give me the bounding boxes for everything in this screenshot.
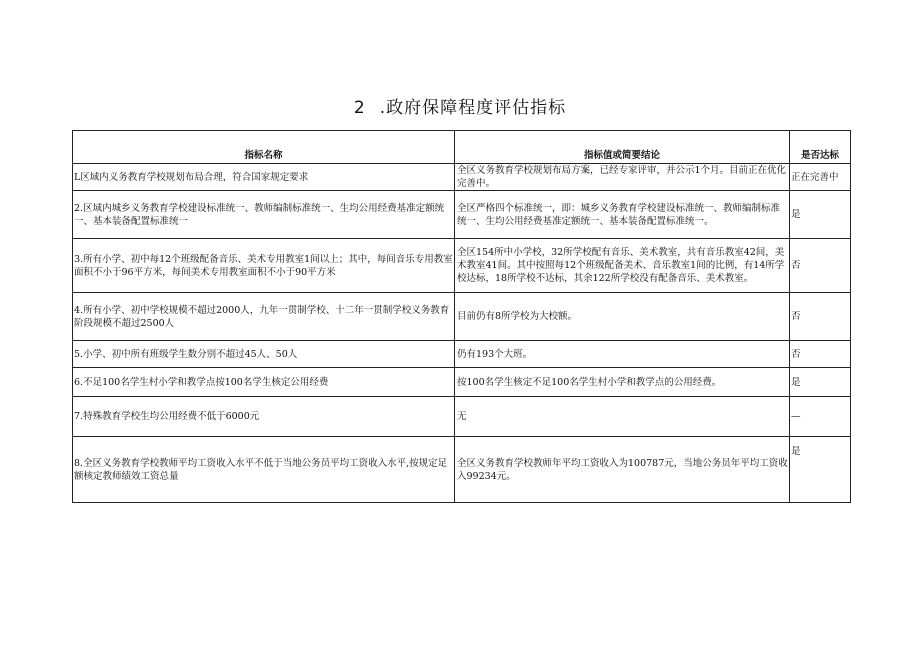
- row-7-status: —: [790, 397, 851, 437]
- table-row: [73, 293, 851, 341]
- row-4-value: 目前仍有8所学校为大校额。: [455, 293, 790, 341]
- row-5-value: 仍有193个大班。: [455, 341, 790, 368]
- row-7-value: 无: [455, 397, 790, 437]
- header-indicator-name: 指标名称: [73, 131, 455, 164]
- row-1-status: 正在完善中: [790, 164, 851, 191]
- header-status: 是否达标: [790, 131, 851, 164]
- table-row: [73, 191, 851, 239]
- table-row: [73, 437, 851, 503]
- row-3-status: 否: [790, 239, 851, 293]
- table-header-row: [73, 131, 851, 164]
- row-2-status: 是: [790, 191, 851, 239]
- table-row: [73, 341, 851, 368]
- row-5-status: 否: [790, 341, 851, 368]
- row-6-value: 按100名学生核定不足100名学生村小学和教学点的公用经费。: [455, 368, 790, 397]
- row-4-name: 4.所有小学、初中学校规模不超过2000人，九年一贯制学校、十二年一贯制学校义务教育阶段规模不超过2500人: [73, 293, 455, 341]
- evaluation-table: [72, 130, 851, 503]
- row-3-name: 3.所有小学、初中每12个班级配备音乐、美术专用教室1间以上；其中，每间音乐专用教室面积不小于96平方米，每间美术专用教室面积不小于90平方米: [73, 239, 455, 293]
- table-row: [73, 164, 851, 191]
- header-indicator-value: 指标值或简要结论: [455, 131, 790, 164]
- row-8-status: 是: [790, 437, 851, 503]
- row-6-status: 是: [790, 368, 851, 397]
- table-row: [73, 368, 851, 397]
- row-8-value: 全区义务教育学校教师年平均工资收入为100787元，当地公务员年平均工资收入99234元。: [455, 437, 790, 503]
- row-2-value: 全区严格四个标准统一，即：城乡义务教育学校建设标准统一、教师编制标准统一、生均公用经费基准定额统一、基本装备配置标准统一。: [455, 191, 790, 239]
- table-row: [73, 397, 851, 437]
- page-title: [0, 93, 920, 118]
- table-row: [73, 239, 851, 293]
- row-3-value: 全区154所中小学校，32所学校配有音乐、美术教室，共有音乐教室42间，美术教室41间。其中按照每12个班级配备美术、音乐教室1间的比例，有14所学校达标，18所学校不达标，其余122所学校没有配备音乐、美术教室。: [455, 239, 790, 293]
- row-8-name: 8.全区义务教育学校教师平均工资收入水平不低于当地公务员平均工资收入水平,按规定足额核定教师绩效工资总量: [73, 437, 455, 503]
- title-number: 2: [353, 98, 366, 118]
- row-5-name: 5.小学、初中所有班级学生数分别不超过45人、50人: [73, 341, 455, 368]
- row-1-value: 全区义务教育学校规划布局方案，已经专家评审，并公示1个月。目前正在优化完善中。: [455, 164, 790, 191]
- row-2-name: 2.区域内城乡义务教育学校建设标准统一、教师编制标准统一、生均公用经费基准定额统一、基本装备配置标准统一: [73, 191, 455, 239]
- row-1-name: L区域内义务教育学校规划布局合理，符合国家规定要求: [73, 164, 455, 191]
- row-7-name: 7.特殊教育学校生均公用经费不低于6000元: [73, 397, 455, 437]
- row-6-name: 6.不足100名学生村小学和教学点按100名学生核定公用经费: [73, 368, 455, 397]
- title-text: .政府保障程度评估指标: [379, 98, 567, 118]
- row-4-status: 否: [790, 293, 851, 341]
